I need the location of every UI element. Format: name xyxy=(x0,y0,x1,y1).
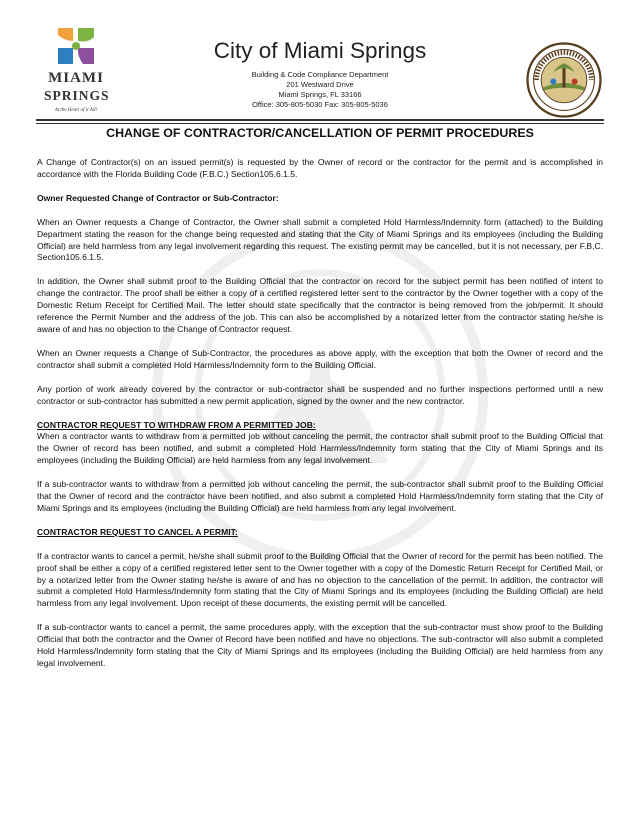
phone-line: Office: 305-805-5030 Fax: 305-805-5036 xyxy=(252,100,388,109)
cancel-paragraph-1: If a contractor wants to cancel a permit, he/she shall submit proof to the Building Official that the Owner of record for the permit has been notified. The proof shall be either a copy of a certified registered letter sent to the Owner together with a copy of the Domestic Return Receipt for Certified Mail, or by a notarized letter from the Owner stating he/she is aware of and has no objection to the cancellation of the permit. In addition, the contractor will submit a completed Hold Harmless/Indemnity form stating that the City of Miami Springs and its employees (including the Building Official) are held harmless from any legal involvement. Upon receipt of these documents, the existing permit will be cancelled. xyxy=(37,550,603,609)
owner-change-paragraph-2: In addition, the Owner shall submit proof to the Building Official that the contractor on record for the subject permit has been notified of intent to change the contractor. The proof shall be either a copy of a certified registered letter sent to the contractor by the Owner together with a copy of the Domestic Return Receipt for Certified Mail. The letter should state specifically that the contractor is being removed from the job/permit. It should reference the Permit Number and the address of the job. This can also be accomplished by a notarized letter from the contractor stating he/she is aware of and has no objection to the Change of Contractor request. xyxy=(37,276,603,334)
city-logo xyxy=(44,24,108,118)
section-heading-cancel: CONTRACTOR REQUEST TO CANCEL A PERMIT: xyxy=(37,526,238,537)
logo-tagline: At the Heart of it All! xyxy=(54,108,98,113)
withdraw-paragraph-1: When a contractor wants to withdraw from a permitted job without canceling the permit, the contractor shall submit proof to the Building Official that the Owner of record has been notified, and submit a completed Hold Harmless/Indemnity form stating that the City of Miami Springs and its employees (including the Building Official) are held harmless from any legal involvement. xyxy=(37,431,603,466)
document-title: CHANGE OF CONTRACTOR/CANCELLATION OF PERMIT PROCEDURES xyxy=(106,126,534,140)
city-title: City of Miami Springs xyxy=(213,38,427,63)
address-line: 201 Westward Drive xyxy=(286,80,354,89)
section-heading-withdraw: CONTRACTOR REQUEST TO WITHDRAW FROM A PERMITTED JOB: xyxy=(37,419,316,430)
logo-word-miami: MIAMI xyxy=(48,70,104,86)
owner-change-paragraph-4: Any portion of work already covered by the contractor or sub-contractor shall be suspended and no further inspections performed until a new contractor or sub-contractor has submitted a new permit application, signed by the owner and the new contractor. xyxy=(37,383,603,406)
department-name: Building & Code Compliance Department xyxy=(251,70,389,79)
withdraw-paragraph-2: If a sub-contractor wants to withdraw from a permitted job without canceling the permit, the sub-contractor shall submit proof to the Building Official that the Owner of record and the contractor have been notified, and also submit a completed Hold Harmless/Indemnity form stating that the City of Miami Springs and its employees (including the Building Official) are held harmless from any legal involvement. xyxy=(37,479,603,513)
department-info xyxy=(170,70,470,110)
header-rule-thin xyxy=(36,123,604,124)
cancel-paragraph-2: If a sub-contractor wants to cancel a permit, the same procedures apply, with the exception that the sub-contractor must show proof to the Building Official that both the contractor and the Owner of Record have been notified and have no objections. The sub-contractor will also submit a completed Hold Harmless/Indemnity form stating that the City of Miami Springs and its employees (including the Building Official) are held harmless from any legal involvement. xyxy=(37,622,603,668)
section-heading-owner-change: Owner Requested Change of Contractor or Sub-Contractor: xyxy=(37,192,279,203)
header-rule-thick xyxy=(36,119,604,121)
document-body xyxy=(37,157,603,670)
city-seal-icon xyxy=(526,42,602,118)
city-logo-icon xyxy=(54,24,98,68)
owner-change-paragraph-3: When an Owner requests a Change of Sub-Contractor, the procedures as above apply, with the exception that both the Owner of record and the contractor shall submit a completed Hold Harmless/Indemnity form to the Building Official. xyxy=(37,347,603,370)
city-line: Miami Springs, FL 33166 xyxy=(278,90,362,99)
intro-paragraph: A Change of Contractor(s) on an issued permit(s) is requested by the Owner of record or the contractor for the permit and is accomplished in accordance with the Florida Building Code (F.B.C.) Section105.6.1.5. xyxy=(37,157,603,179)
logo-word-springs: SPRINGS xyxy=(44,88,110,103)
owner-change-paragraph-1: When an Owner requests a Change of Contractor, the Owner shall submit a completed Hold Harmless/Indemnity form (attached) to the Building Department stating the reason for the change being requested and stating that the City of Miami Springs and its employees (including the Building Official) are held harmless from any legal involvement regarding this request. The existing permit may be cancelled, but it is not necessary, per F.B.C. Section105.6.1.5. xyxy=(37,216,603,263)
